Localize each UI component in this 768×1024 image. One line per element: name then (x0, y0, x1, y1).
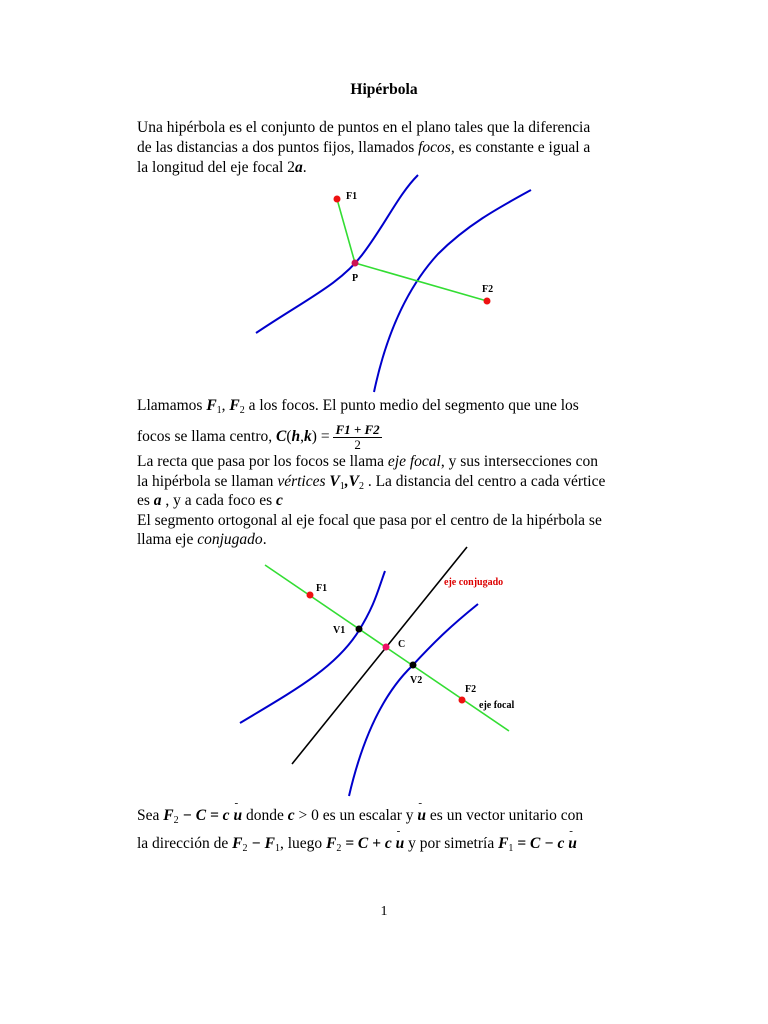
fraction-numerator: F1 + F2 (335, 422, 380, 437)
text: , y sus intersecciones con (440, 453, 598, 470)
vertex-v2 (410, 662, 417, 669)
symbol-c: c (276, 492, 283, 509)
symbol-C: C (276, 428, 287, 446)
focus-f2 (459, 697, 466, 704)
page-title: Hipérbola (350, 81, 418, 98)
text: llama eje (137, 531, 198, 548)
text: . La distancia del centro a cada vértice (363, 473, 606, 490)
text: , luego (279, 835, 326, 852)
text: . (262, 531, 267, 548)
text: donde (242, 807, 288, 824)
conjugado-term: conjugado (197, 531, 263, 548)
text: , (221, 397, 230, 414)
text: La recta que pasa por los focos se llama (137, 453, 388, 470)
label-f1: F1 (346, 191, 358, 202)
para1-line1: Una hipérbola es el conjunto de puntos en el plano tales que la diferencia (137, 119, 591, 136)
sub: 2 (239, 405, 245, 416)
text: la hipérbola se llaman (137, 473, 278, 490)
label-eje-conjugado: eje conjugado (444, 577, 504, 588)
symbol-V: ,V (344, 473, 359, 490)
text: es (137, 492, 154, 509)
symbol-F: F (498, 835, 509, 852)
eje-focal-term: eje focal (387, 453, 441, 470)
sub: 1 (274, 843, 280, 854)
vector-u: - u (417, 806, 426, 825)
center-c (383, 644, 390, 651)
symbol-k: k (304, 428, 312, 446)
label-f2: F2 (465, 684, 477, 695)
para5-line1 (137, 806, 583, 825)
text: ) = (311, 428, 334, 446)
para5-line2 (137, 834, 577, 853)
expr: = C + c (341, 835, 396, 852)
label-eje-focal: eje focal (479, 700, 515, 711)
symbol-V: V (325, 473, 340, 490)
vertex-v1 (356, 626, 363, 633)
label-v1: V1 (333, 625, 346, 636)
text: la longitud del eje focal 2 (137, 159, 295, 176)
text: , y a cada foco es (161, 492, 277, 509)
sub: 1 (339, 481, 345, 492)
text: , (300, 428, 305, 446)
sub: 2 (336, 843, 342, 854)
fraction-denominator: 2 (354, 437, 361, 452)
symbol-c: c (287, 807, 295, 824)
symbol-F: F (232, 835, 243, 852)
text: es un escalar y (318, 807, 418, 824)
expr: = C − c (513, 835, 569, 852)
expr: − C = c (178, 807, 234, 824)
symbol-F: F (229, 397, 240, 414)
label-p: P (352, 273, 359, 284)
label-f1: F1 (316, 583, 328, 594)
expr: − F (247, 835, 275, 852)
vector-u: - u (568, 834, 577, 853)
text: . (302, 159, 307, 176)
page-number: 1 (380, 904, 388, 919)
symbol-a: a (153, 492, 162, 509)
sub: 1 (508, 843, 514, 854)
sub: 2 (358, 481, 364, 492)
focus-f1 (307, 592, 314, 599)
sub: 2 (242, 843, 248, 854)
text: focos se llama centro, (137, 428, 277, 446)
para4-line1: El segmento ortogonal al eje focal que pasa por el centro de la hipérbola se (137, 512, 602, 529)
text: de las distancias a dos puntos fijos, llamados (137, 139, 419, 156)
text: > 0 (294, 807, 319, 824)
label-c: C (398, 639, 406, 650)
vector-u: - u (396, 834, 405, 853)
symbol-h: h (291, 428, 301, 446)
text: y por simetría (404, 835, 499, 852)
focos-term: focos (418, 139, 451, 156)
vertices-term: vértices (277, 473, 326, 490)
text: ( (286, 428, 292, 446)
symbol-a: a (294, 159, 303, 176)
eje-conjugado-line (292, 547, 467, 764)
text: es un vector unitario con (426, 807, 584, 824)
vector-u: - u (233, 806, 242, 825)
symbol-F: F (206, 397, 217, 414)
symbol-F: F (326, 835, 337, 852)
sub: 2 (173, 815, 179, 826)
text: Llamamos (137, 397, 207, 414)
label-f2: F2 (482, 284, 494, 295)
sub: 1 (216, 405, 222, 416)
text: , es constante e igual a (450, 139, 591, 156)
symbol-F: F (163, 807, 174, 824)
text: a los focos. El punto medio del segmento que une los (244, 397, 579, 414)
text: Sea (137, 807, 164, 824)
text: la dirección de (137, 835, 233, 852)
label-v2: V2 (410, 675, 423, 686)
